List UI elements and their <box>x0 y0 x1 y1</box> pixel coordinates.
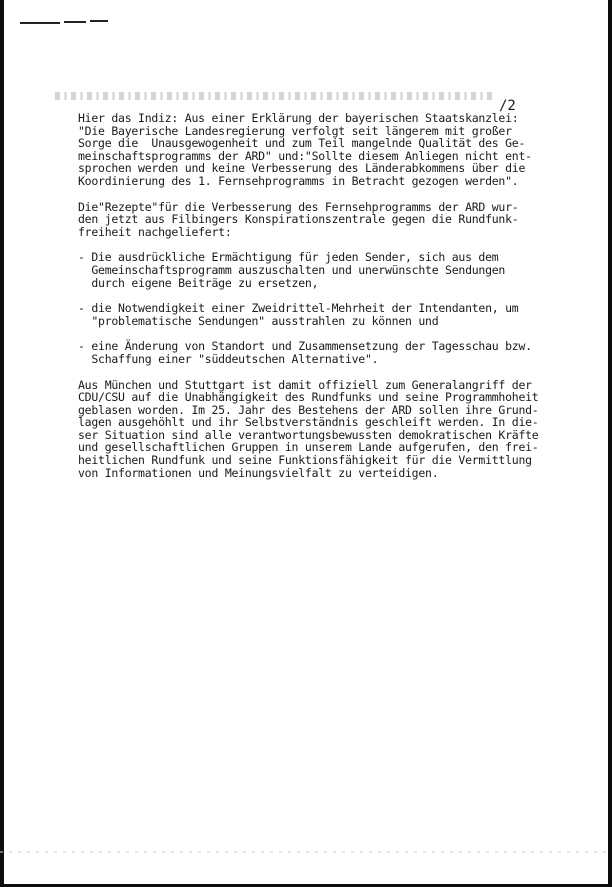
text-line: heitlichen Rundfunk und seine Funktionsfähigkeit für die Vermittlung <box>78 453 532 468</box>
text-line: Aus München und Stuttgart ist damit offiziell zum Generalangriff der <box>78 377 532 392</box>
paragraph-indiz <box>78 112 568 188</box>
text-line: geblasen worden. Im 25. Jahr des Bestehens der ARD sollen ihre Grund- <box>78 402 539 417</box>
scan-artifact-marks <box>20 12 115 34</box>
page-number: /2 <box>499 98 516 114</box>
text-line: meinschaftsprogramms der ARD" und:"Sollte diesem Anliegen nicht ent- <box>78 148 532 163</box>
paragraph-rezepte <box>78 201 568 239</box>
bullet-item-ermaechtigung <box>78 251 568 289</box>
text-line: Schaffung einer "süddeutschen Alternative". <box>78 351 379 366</box>
scan-border-left <box>0 0 4 887</box>
text-line: "problematische Sendungen" ausstrahlen zu können und <box>78 313 439 328</box>
text-line: und gesellschaftlichen Gruppen in unserem Lande aufgerufen, den frei- <box>78 440 539 455</box>
bullet-item-tagesschau <box>78 340 568 365</box>
text-line: CDU/CSU auf die Unabhängigkeit des Rundfunks und seine Programmhoheit <box>78 390 539 405</box>
text-line: ser Situation sind alle verantwortungsbewussten demokratischen Kräfte <box>78 427 539 442</box>
text-line: von Informationen und Meinungsvielfalt zu verteidigen. <box>78 465 439 480</box>
text-line: - eine Änderung von Standort und Zusammensetzung der Tagesschau bzw. <box>78 339 532 354</box>
text-line: Die"Rezepte"für die Verbesserung des Fernsehprogramms der ARD wur- <box>78 199 519 214</box>
document-body <box>78 112 568 479</box>
text-line: den jetzt aus Filbingers Konspirationszentrale gegen die Rundfunk- <box>78 212 519 227</box>
scan-border-right <box>608 0 612 887</box>
text-line: Sorge die Unausgewogenheit und zum Teil mangelnde Qualität des Ge- <box>78 136 526 151</box>
text-line: sprochen werden und keine Verbesserung des Länderabkommens über die <box>78 161 526 176</box>
text-line: Hier das Indiz: Aus einer Erklärung der bayerischen Staatskanzlei: <box>78 111 519 125</box>
text-line: lagen ausgehöhlt und ihr Selbstverständnis geschleift werden. In die- <box>78 415 539 430</box>
bullet-item-zweidrittel <box>78 302 568 327</box>
text-line: - Die ausdrückliche Ermächtigung für jeden Sender, sich aus dem <box>78 250 499 265</box>
text-line: - die Notwendigkeit einer Zweidrittel-Mehrheit der Intendanten, um <box>78 301 519 316</box>
bleed-through-line <box>55 92 495 100</box>
text-line: durch eigene Beiträge zu ersetzen, <box>78 275 319 290</box>
text-line: Koordinierung des 1. Fernsehprogramms in Betracht gezogen werden". <box>78 173 519 188</box>
scan-artifact-dashes <box>0 851 612 853</box>
paragraph-generalangriff <box>78 379 568 480</box>
text-line: "Die Bayerische Landesregierung verfolgt seit längerem mit großer <box>78 123 512 138</box>
text-line: Gemeinschaftsprogramm auszuschalten und unerwünschte Sendungen <box>78 262 506 277</box>
text-line: freiheit nachgeliefert: <box>78 224 232 239</box>
